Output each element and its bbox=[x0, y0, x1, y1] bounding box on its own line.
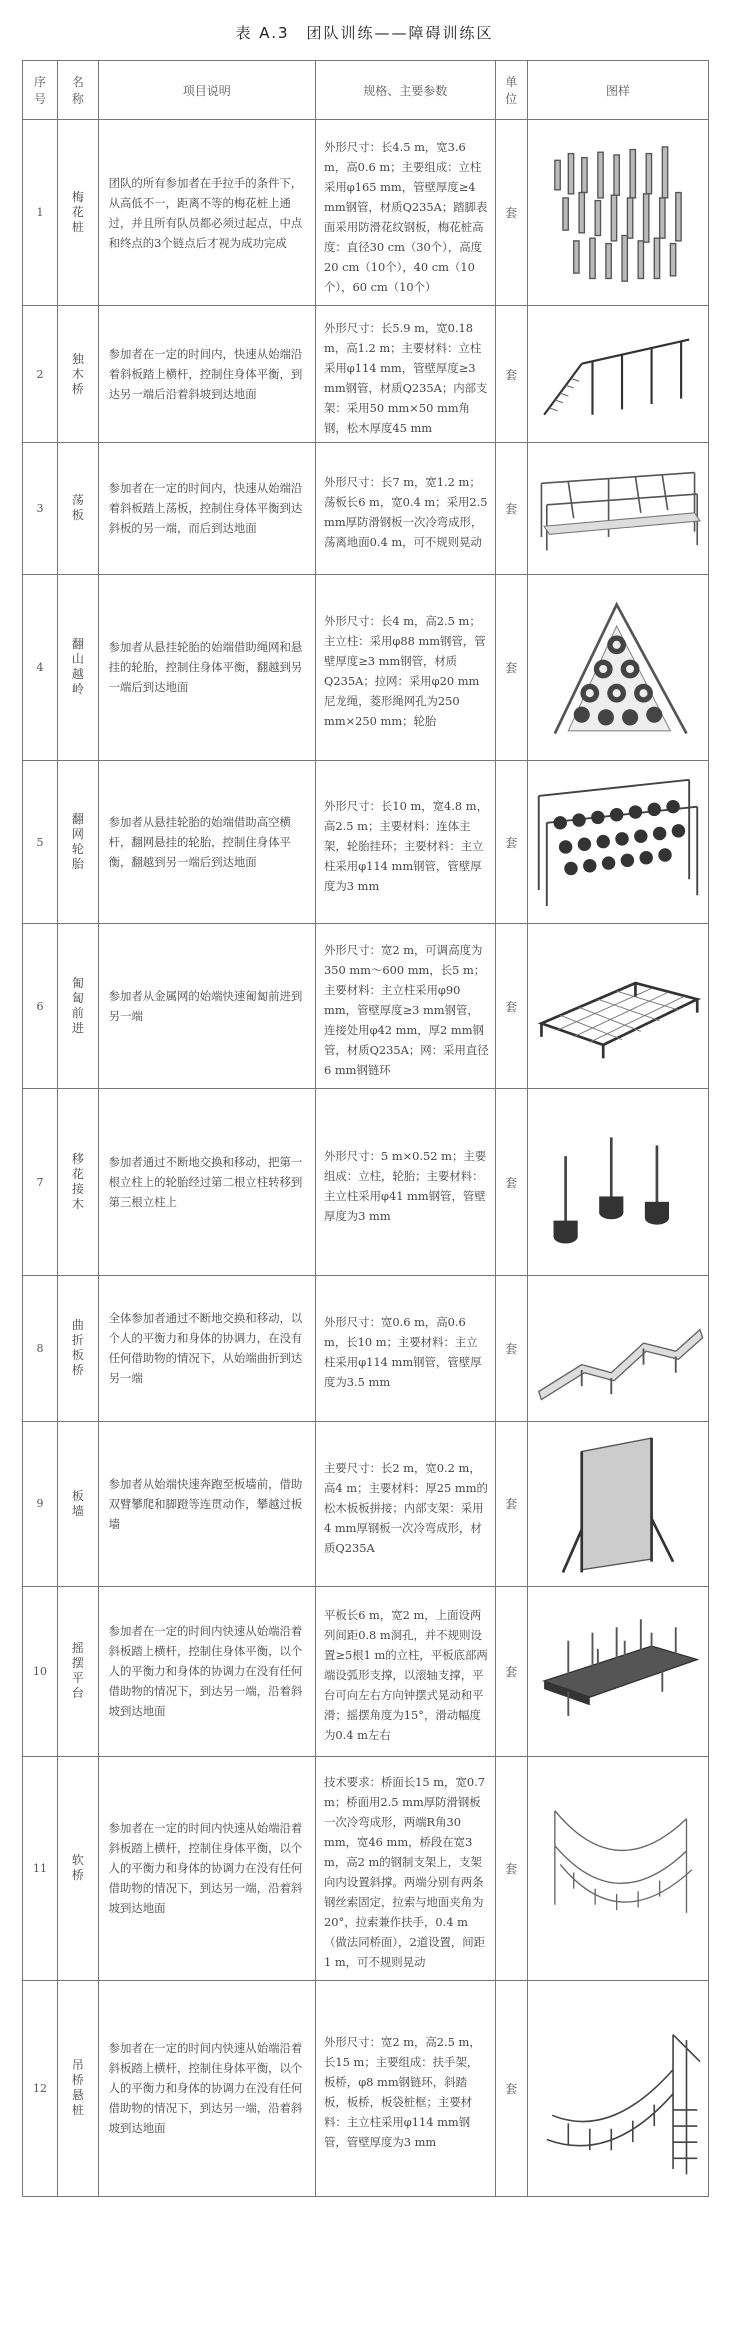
row-unit: 套 bbox=[495, 1275, 527, 1421]
row-name: 独木桥 bbox=[58, 306, 99, 443]
row-unit: 套 bbox=[495, 924, 527, 1089]
row-spec: 外形尺寸：5 m×0.52 m；主要组成：立柱，轮胎；主要材料：主立柱采用φ41 mm钢管，管壁厚度为3 mm bbox=[316, 1089, 496, 1275]
row-unit: 套 bbox=[495, 760, 527, 924]
row-unit: 套 bbox=[495, 1980, 527, 2196]
table-row bbox=[23, 1756, 709, 1980]
row-name: 荡板 bbox=[58, 443, 99, 574]
row-seq: 6 bbox=[23, 924, 58, 1089]
row-spec: 外形尺寸：宽2 m，高2.5 m，长15 m；主要组成：扶手架，板桥，φ8 mm钢链环，斜踏板，板桥，板袋桩框；主要材料：主立柱采用φ114 mm钢管，管壁厚度为3 mm bbox=[316, 1980, 496, 2196]
row-seq: 12 bbox=[23, 1980, 58, 2196]
board-wall-figure bbox=[528, 1421, 709, 1586]
row-name: 吊桥悬桩 bbox=[58, 1980, 99, 2196]
plum-pile-figure bbox=[528, 120, 709, 306]
table-row bbox=[23, 760, 709, 924]
header-seq: 序号 bbox=[23, 61, 58, 120]
table-row bbox=[23, 306, 709, 443]
table-row bbox=[23, 574, 709, 760]
row-desc: 参加者在一定的时间内，快速从始端沿着斜板踏上横杆，控制住身体平衡，到达另一端后沿着斜坡到达地面 bbox=[98, 306, 315, 443]
row-seq: 2 bbox=[23, 306, 58, 443]
header-unit: 单位 bbox=[495, 61, 527, 120]
table-row bbox=[23, 1421, 709, 1586]
table-header-row bbox=[23, 61, 709, 120]
tire-climb-figure bbox=[528, 574, 709, 760]
row-unit: 套 bbox=[495, 1586, 527, 1756]
tire-net-figure bbox=[528, 760, 709, 924]
table-row bbox=[23, 443, 709, 574]
row-desc: 参加者从悬挂轮胎的始端借助绳网和悬挂的轮胎，控制住身体平衡，翻越到另一端后到达地面 bbox=[98, 574, 315, 760]
row-spec: 外形尺寸：宽0.6 m，高0.6 m，长10 m；主要材料：主立柱采用φ114 mm钢管，管壁厚度为3.5 mm bbox=[316, 1275, 496, 1421]
row-name: 摇摆平台 bbox=[58, 1586, 99, 1756]
table-row bbox=[23, 120, 709, 306]
row-desc: 参加者在一定的时间内，快速从始端沿着斜板踏上荡板，控制住身体平衡到达斜板的另一端，而后到达地面 bbox=[98, 443, 315, 574]
row-spec: 外形尺寸：长4.5 m，宽3.6 m，高0.6 m；主要组成：立柱采用φ165 mm，管壁厚度≥4 mm钢管，材质Q235A；踏脚表面采用防滑花纹钢板，梅花桩高度：直径30 cm（30个），高度20 cm（10个），40 cm（10个），60 cm（10个） bbox=[316, 120, 496, 306]
row-desc: 参加者在一定的时间内快速从始端沿着斜板踏上横杆，控制住身体平衡，以个人的平衡力和身体的协调力在没有任何借助物的情况下，到达另一端，沿着斜坡到达地面 bbox=[98, 1980, 315, 2196]
row-unit: 套 bbox=[495, 306, 527, 443]
row-unit: 套 bbox=[495, 443, 527, 574]
table-row bbox=[23, 1089, 709, 1275]
row-spec: 外形尺寸：长10 m，宽4.8 m，高2.5 m；主要材料：连体主架，轮胎挂环；主要材料：主立柱采用φ114 mm钢管，管壁厚度为3 mm bbox=[316, 760, 496, 924]
row-seq: 4 bbox=[23, 574, 58, 760]
obstacle-training-table bbox=[22, 60, 709, 2197]
row-seq: 10 bbox=[23, 1586, 58, 1756]
row-seq: 7 bbox=[23, 1089, 58, 1275]
row-unit: 套 bbox=[495, 574, 527, 760]
row-desc: 团队的所有参加者在手拉手的条件下，从高低不一，距离不等的梅花桩上通过，并且所有队员都必须过起点，中点和终点的3个链点后才视为成功完成 bbox=[98, 120, 315, 306]
table-row bbox=[23, 924, 709, 1089]
row-spec: 外形尺寸：宽2 m，可调高度为350 mm～600 mm，长5 m；主要材料：主立柱采用φ90 mm，管壁厚度≥3 mm钢管，连接处用φ42 mm，厚2 mm钢管，材质Q235A；网：采用直径6 mm钢链环 bbox=[316, 924, 496, 1089]
swing-platform-figure bbox=[528, 1586, 709, 1756]
header-name: 名称 bbox=[58, 61, 99, 120]
row-desc: 参加者通过不断地交换和移动，把第一根立柱上的轮胎经过第二根立柱转移到第三根立柱上 bbox=[98, 1089, 315, 1275]
row-name: 曲折板桥 bbox=[58, 1275, 99, 1421]
row-unit: 套 bbox=[495, 1421, 527, 1586]
row-spec: 外形尺寸：长7 m，宽1.2 m；荡板长6 m，宽0.4 m；采用2.5 mm厚防滑钢板一次冷弯成形，荡离地面0.4 m，可不规则晃动 bbox=[316, 443, 496, 574]
tire-post-figure bbox=[528, 1089, 709, 1275]
row-unit: 套 bbox=[495, 120, 527, 306]
row-desc: 全体参加者通过不断地交换和移动，以个人的平衡力和身体的协调力，在没有任何借助物的情况下，从始端曲折到达另一端 bbox=[98, 1275, 315, 1421]
row-name: 匍匐前进 bbox=[58, 924, 99, 1089]
row-spec: 主要尺寸：长2 m，宽0.2 m，高4 m；主要材料：厚25 mm的松木板板拼接；内部支架：采用4 mm厚钢板一次冷弯成形，材质Q235A bbox=[316, 1421, 496, 1586]
row-seq: 9 bbox=[23, 1421, 58, 1586]
soft-bridge-figure bbox=[528, 1756, 709, 1980]
table-row bbox=[23, 1586, 709, 1756]
row-desc: 参加者从始端快速奔跑至板墙前，借助双臂攀爬和脚蹬等连贯动作，攀越过板墙 bbox=[98, 1421, 315, 1586]
zigzag-bridge-figure bbox=[528, 1275, 709, 1421]
row-desc: 参加者在一定的时间内快速从始端沿着斜板踏上横杆，控制住身体平衡，以个人的平衡力和身体的协调力在没有任何借助物的情况下，到达另一端，沿着斜坡到达地面 bbox=[98, 1586, 315, 1756]
table-row bbox=[23, 1980, 709, 2196]
row-name: 梅花桩 bbox=[58, 120, 99, 306]
row-seq: 1 bbox=[23, 120, 58, 306]
header-desc: 项目说明 bbox=[98, 61, 315, 120]
row-spec: 外形尺寸：长5.9 m，宽0.18 m，高1.2 m；主要材料：立柱采用φ114 mm，管壁厚度≥3 mm钢管，材质Q235A；内部支架：采用50 mm×50 mm角钢，松木厚度45 mm bbox=[316, 306, 496, 443]
row-unit: 套 bbox=[495, 1089, 527, 1275]
row-desc: 参加者在一定的时间内快速从始端沿着斜板踏上横杆，控制住身体平衡，以个人的平衡力和身体的协调力在没有任何借助物的情况下，到达另一端，沿着斜坡到达地面 bbox=[98, 1756, 315, 1980]
table-row bbox=[23, 1275, 709, 1421]
row-seq: 3 bbox=[23, 443, 58, 574]
row-seq: 8 bbox=[23, 1275, 58, 1421]
row-seq: 5 bbox=[23, 760, 58, 924]
row-spec: 技术要求：桥面长15 m，宽0.7 m；桥面用2.5 mm厚防滑钢板一次冷弯成形，两端R角30 mm，宽46 mm，桥段在宽3 m，高2 m的钢制支架上，支架向内设置斜撑。两端分别有两条钢丝索固定，拉索与地面夹角为20°，拉索兼作扶手，0.4 m（做法同桥面），2道设置，间距1 m，可不规则晃动 bbox=[316, 1756, 496, 1980]
row-name: 板墙 bbox=[58, 1421, 99, 1586]
row-name: 翻网轮胎 bbox=[58, 760, 99, 924]
suspension-bridge-figure bbox=[528, 1980, 709, 2196]
row-spec: 平板长6 m，宽2 m，上面设两列间距0.8 m洞孔，并不规则设置≥5根1 m的立柱，平板底部两端设弧形支撑，以滚轴支撑，平台可向左右方向钟摆式晃动和平滑；摇摆角度为15°，滑动幅度为0.4 m左右 bbox=[316, 1586, 496, 1756]
swing-board-figure bbox=[528, 443, 709, 574]
row-name: 软桥 bbox=[58, 1756, 99, 1980]
row-name: 翻山越岭 bbox=[58, 574, 99, 760]
table-title: 表 A.3 团队训练——障碍训练区 bbox=[235, 24, 494, 42]
header-spec: 规格、主要参数 bbox=[316, 61, 496, 120]
header-figure: 图样 bbox=[528, 61, 709, 120]
row-unit: 套 bbox=[495, 1756, 527, 1980]
row-seq: 11 bbox=[23, 1756, 58, 1980]
row-desc: 参加者从悬挂轮胎的始端借助高空横杆，翻网悬挂的轮胎，控制住身体平衡，翻越到另一端后到达地面 bbox=[98, 760, 315, 924]
row-spec: 外形尺寸：长4 m，高2.5 m；主立柱：采用φ88 mm钢管，管壁厚度≥3 mm钢管，材质Q235A；拉网：采用φ20 mm尼龙绳，菱形绳网孔为250 mm×250 mm；轮胎 bbox=[316, 574, 496, 760]
row-desc: 参加者从金属网的始端快速匍匐前进到另一端 bbox=[98, 924, 315, 1089]
crawl-net-figure bbox=[528, 924, 709, 1089]
balance-beam-figure bbox=[528, 306, 709, 443]
row-name: 移花接木 bbox=[58, 1089, 99, 1275]
